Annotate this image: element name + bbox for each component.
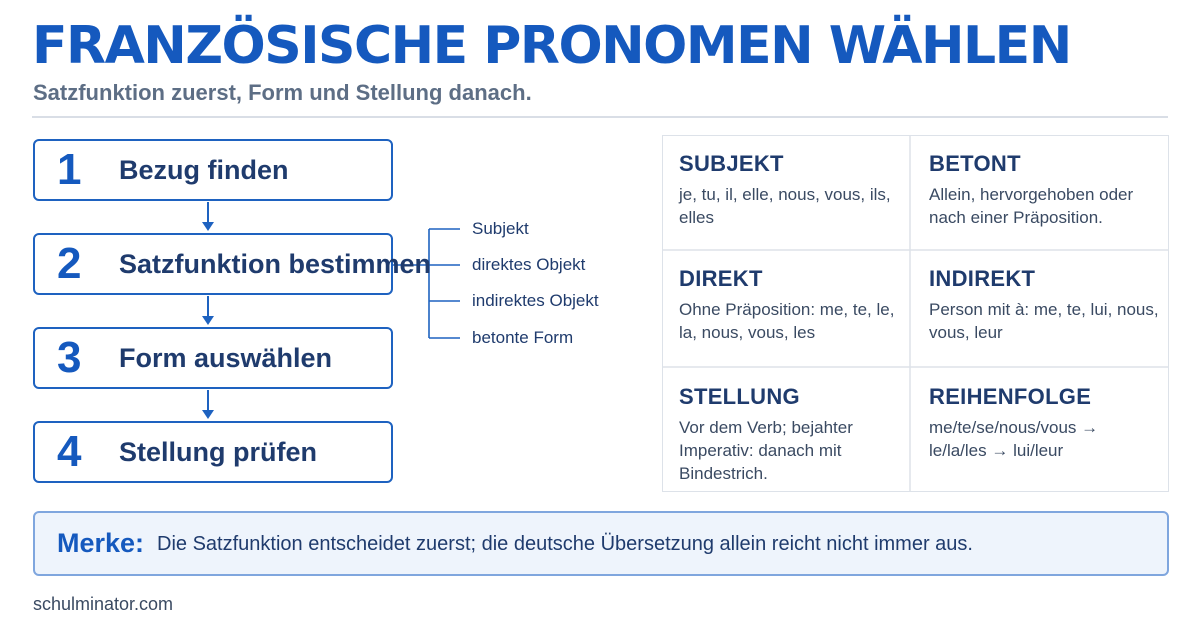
cell-text: Allein, hervorgehoben oder nach einer Präposition.: [929, 185, 1134, 227]
grid-cell: [929, 151, 1159, 229]
grid-cell: [929, 266, 1159, 344]
function-label: indirektes Objekt: [472, 291, 599, 310]
note-box: [33, 511, 1169, 576]
cell-text: Person mit à: me, te, lui, nous, vous, leur: [929, 300, 1159, 342]
arrowhead-1-2: [202, 222, 214, 231]
step-number: 3: [57, 333, 82, 382]
function-label: Subjekt: [472, 219, 529, 238]
page-subtitle: Satzfunktion zuerst, Form und Stellung danach.: [33, 80, 532, 105]
page-title: FRANZÖSISCHE PRONOMEN WÄHLEN: [32, 16, 1071, 76]
step-label: Form auswählen: [119, 343, 333, 373]
note-text: Die Satzfunktion entscheidet zuerst; die deutsche Übersetzung allein reicht nicht immer aus.: [157, 533, 973, 555]
cell-text: Vor dem Verb; bejahter Imperativ: danach mit Bindestrich.: [679, 418, 853, 483]
pronoun-grid: [662, 135, 1169, 492]
grid-cell: [679, 151, 899, 229]
arrowhead-3-4: [202, 410, 214, 419]
note-label: Merke:: [57, 528, 145, 558]
function-label: direktes Objekt: [472, 255, 586, 274]
step-label: Bezug finden: [119, 155, 289, 185]
step-number: 2: [57, 239, 82, 288]
step-box: [33, 421, 393, 483]
cell-heading: DIREKT: [679, 266, 763, 291]
cell-heading: REIHENFOLGE: [929, 384, 1092, 409]
step-box: [33, 327, 393, 389]
grid-cell: [929, 384, 1129, 462]
step-label: Satzfunktion bestimmen: [119, 249, 432, 279]
step-box: [33, 233, 432, 295]
cell-heading: BETONT: [929, 151, 1021, 176]
cell-heading: SUBJEKT: [679, 151, 784, 176]
cell-text: Ohne Präposition: me, te, le, la, nous, vous, les: [679, 300, 895, 342]
grid-cell: [679, 384, 879, 485]
cell-heading: STELLUNG: [679, 384, 800, 409]
function-label: betonte Form: [472, 328, 574, 347]
grid-cell: [679, 266, 904, 344]
step-label: Stellung prüfen: [119, 437, 317, 467]
cell-text: je, tu, il, elle, nous, vous, ils, elles: [679, 185, 891, 227]
step-number: 4: [57, 427, 82, 476]
step-number: 1: [57, 145, 82, 194]
cell-text: me/te/se/nous/vous → le/la/les → lui/leur: [929, 418, 1099, 460]
step-box: [33, 139, 393, 201]
cell-heading: INDIREKT: [929, 266, 1036, 291]
footer-source: schulminator.com: [33, 594, 174, 614]
arrowhead-2-3: [202, 316, 214, 325]
